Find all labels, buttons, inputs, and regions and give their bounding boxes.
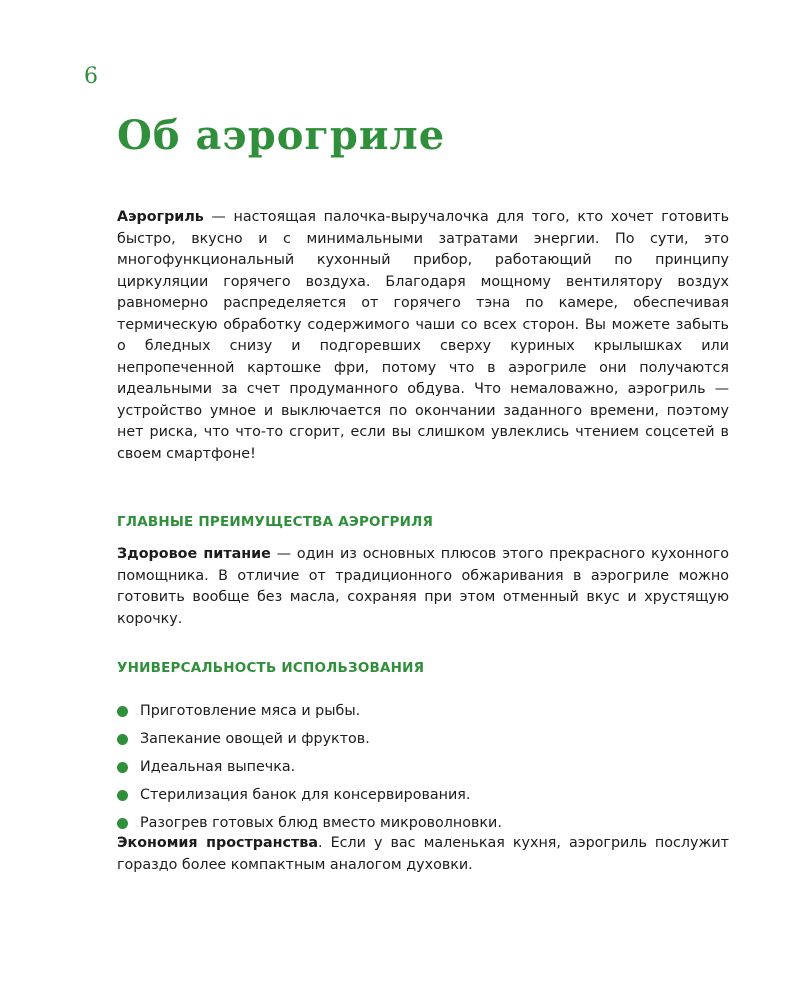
space-text: . Если у вас маленькая кухня, аэрогриль послужит гораздо более компактным аналогом духовки. xyxy=(117,835,729,873)
list-item-text: Стерилизация банок для консервирования. xyxy=(140,787,471,803)
list-item xyxy=(117,781,729,809)
intro-text: — настоящая палочка-выручалочка для того, кто хочет готовить быстро, вкусно и с минимальными затратами энергии. По сути, это многофункциональный кухонный прибор, работающий по принципу циркуляции горячего воздуха. Благодаря мощному вентилятору воздух равномерно распределяется от горячего тэна по камере, обеспечивая термическую обработку содержимого чаши со всех сторон. Вы можете забыть о бледных снизу и подгоревших сверху куриных крылышках или непропеченной картошке фри, потому что в аэрогриле они получаются идеальными за счет продуманного обдува. Что немаловажно, аэрогриль — устройство умное и выключается по окончании заданного времени, поэтому нет риска, что что-то сгорит, если вы слишком увлеклись чтением соцсетей в своем смартфоне! xyxy=(117,209,729,462)
intro-paragraph xyxy=(117,207,729,465)
list-item xyxy=(117,697,729,725)
list-item xyxy=(117,725,729,753)
health-term: Здоровое питание xyxy=(117,546,271,562)
list-item-text: Разогрев готовых блюд вместо микроволновки. xyxy=(140,815,502,831)
bullet-icon xyxy=(117,706,128,717)
intro-term: Аэрогриль xyxy=(117,209,204,225)
uses-list xyxy=(117,697,729,837)
list-item-text: Запекание овощей и фруктов. xyxy=(140,731,370,747)
space-term: Экономия пространства xyxy=(117,835,318,851)
bullet-icon xyxy=(117,818,128,829)
page-number: 6 xyxy=(84,64,98,89)
advantages-heading: ГЛАВНЫЕ ПРЕИМУЩЕСТВА АЭРОГРИЛЯ xyxy=(117,514,434,530)
universal-heading: УНИВЕРСАЛЬНОСТЬ ИСПОЛЬЗОВАНИЯ xyxy=(117,660,425,676)
health-paragraph xyxy=(117,544,729,630)
health-text: — один из основных плюсов этого прекрасного кухонного помощника. В отличие от традиционного обжаривания в аэрогриле можно готовить вообще без масла, сохраняя при этом отменный вкус и хрустящую корочку. xyxy=(117,546,730,627)
list-item xyxy=(117,753,729,781)
bullet-icon xyxy=(117,762,128,773)
bullet-icon xyxy=(117,734,128,745)
bullet-icon xyxy=(117,790,128,801)
space-paragraph xyxy=(117,833,729,876)
list-item-text: Идеальная выпечка. xyxy=(140,759,296,775)
page-title: Об аэрогриле xyxy=(117,112,446,159)
list-item-text: Приготовление мяса и рыбы. xyxy=(140,703,361,719)
